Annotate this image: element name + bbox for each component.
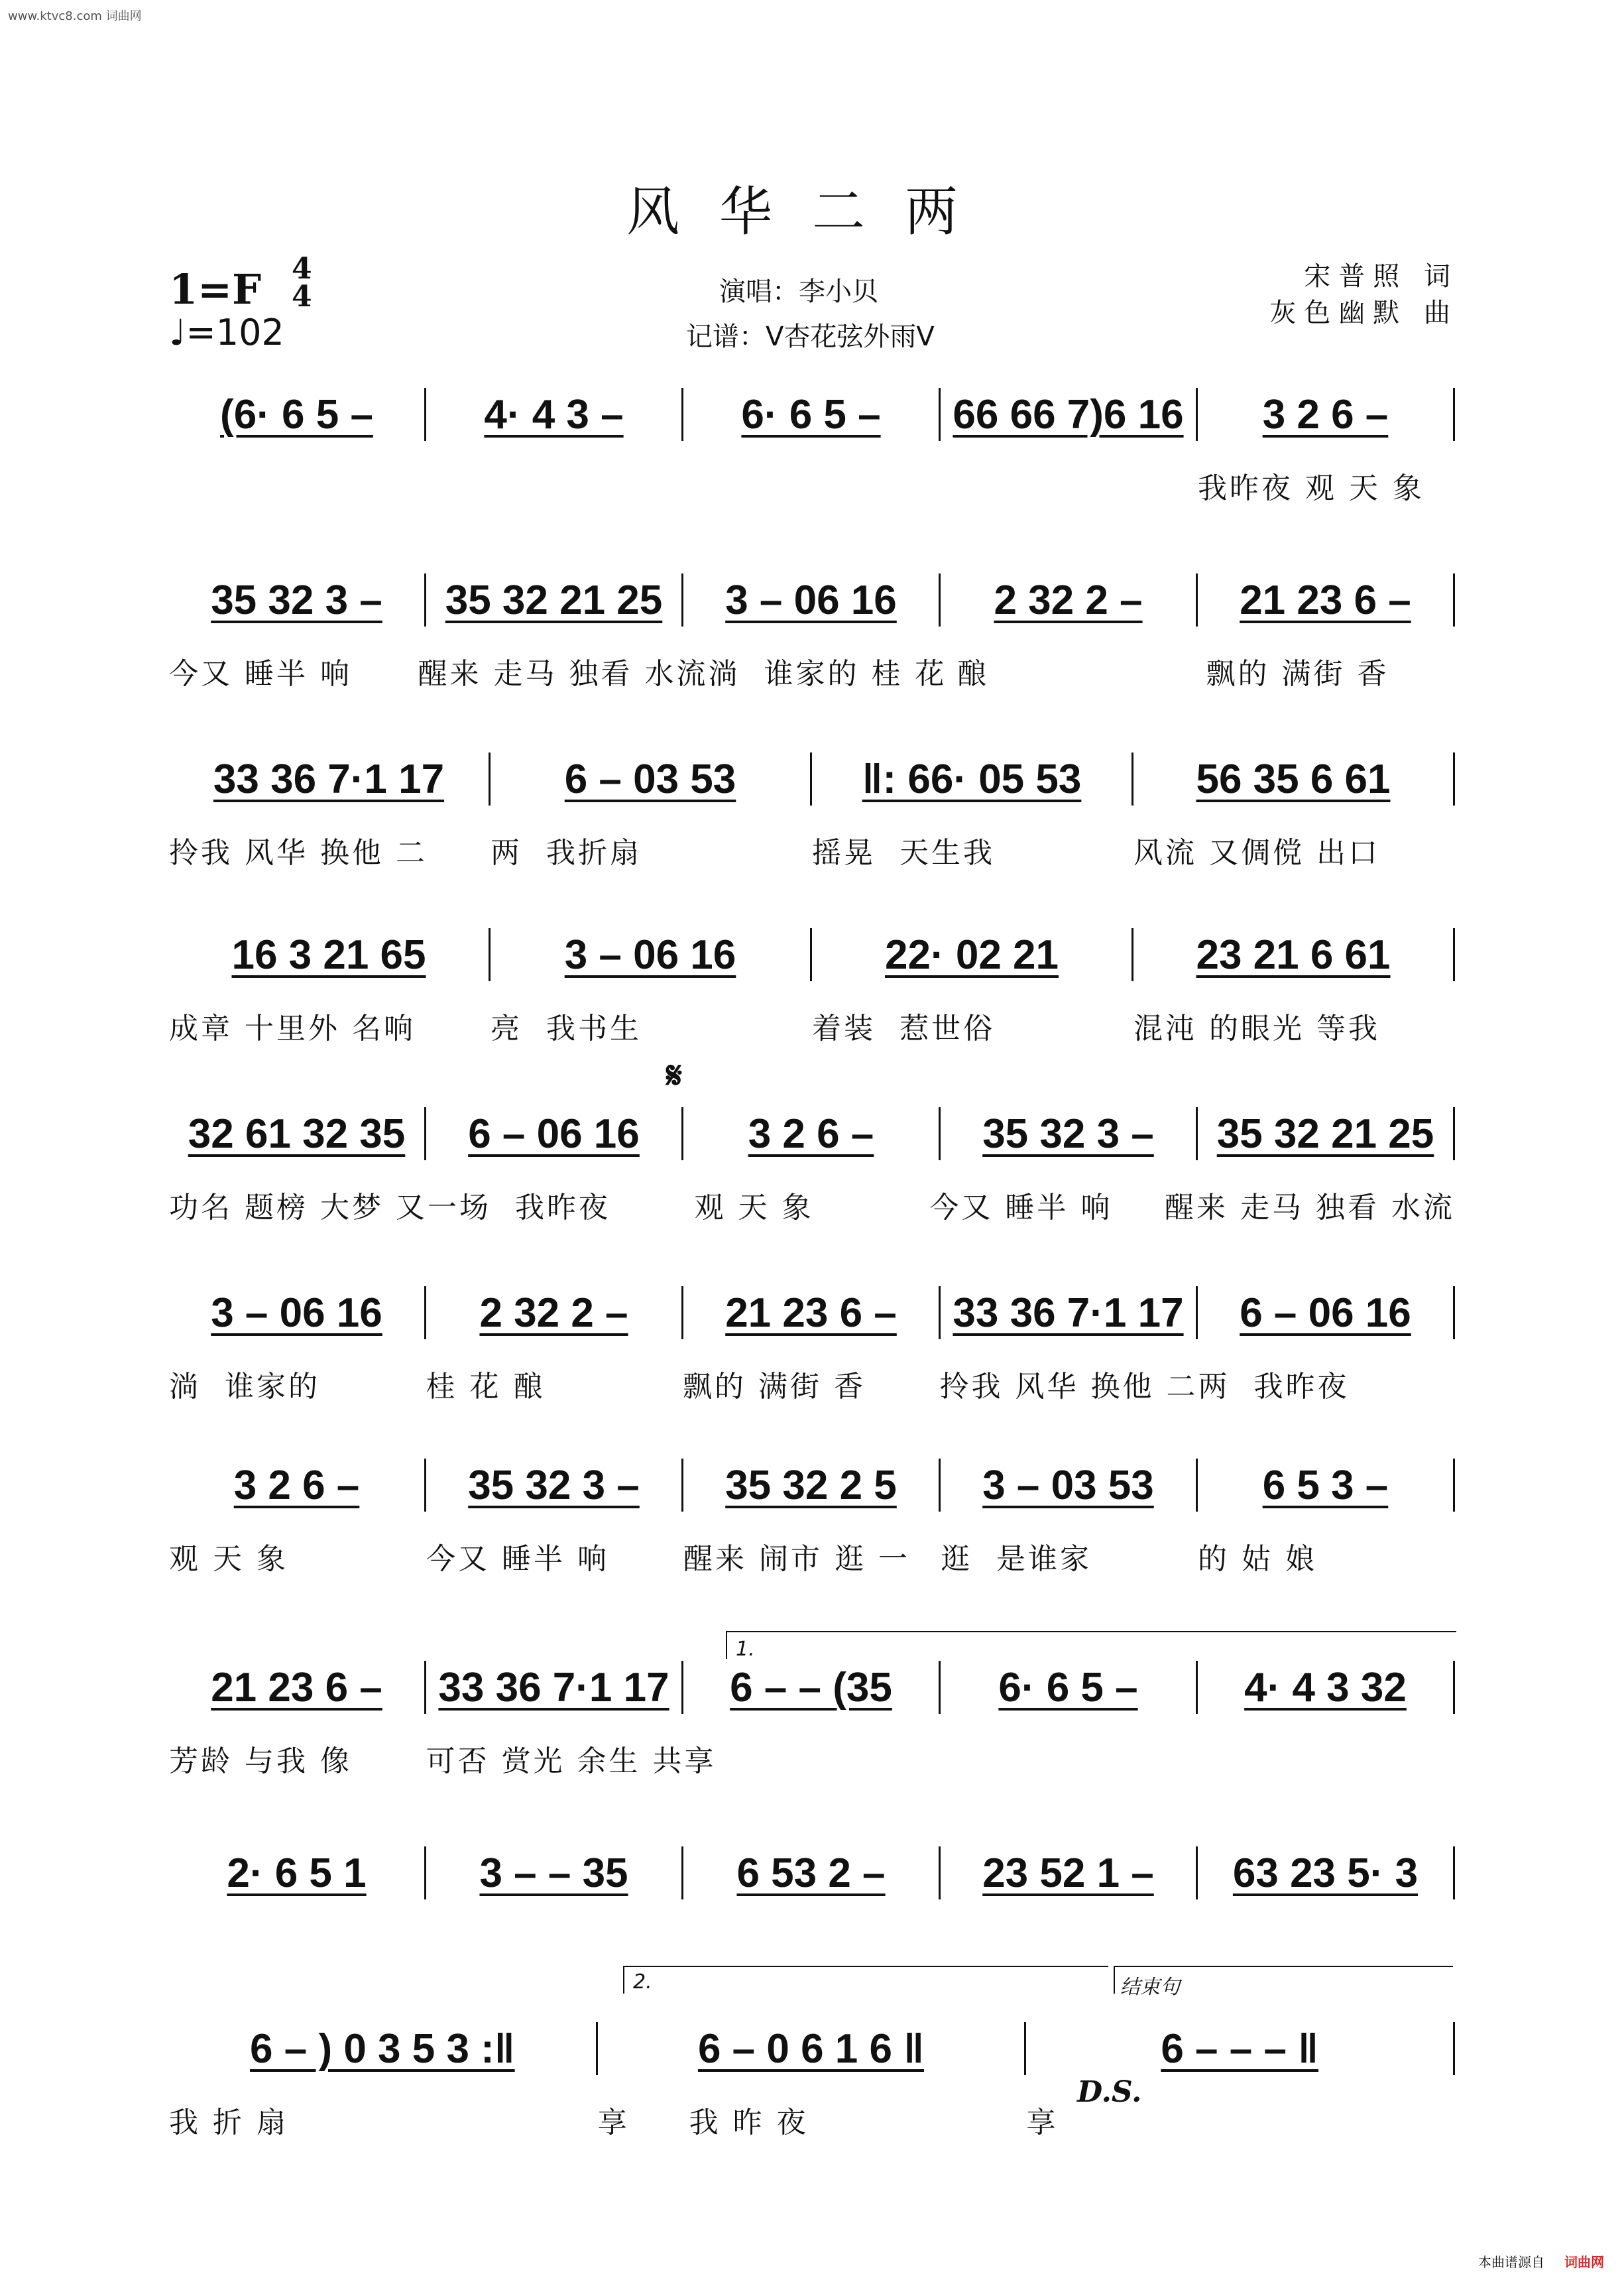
measure xyxy=(1198,1290,1453,1337)
lyric-text: 两 我昨夜 xyxy=(1198,1370,1350,1404)
measure xyxy=(169,1290,424,1337)
measure-notes: 56 35 6 61 xyxy=(1196,756,1391,802)
measure xyxy=(169,1111,424,1158)
measure-notes: 35 32 21 25 xyxy=(445,577,663,623)
measure xyxy=(426,1290,681,1337)
measure xyxy=(169,1462,424,1509)
bar-line xyxy=(1453,388,1455,441)
measure xyxy=(941,1462,1196,1509)
volta-2-label: 2. xyxy=(633,1970,652,1994)
lyric-text: 亮 我书生 xyxy=(491,1012,642,1046)
measure xyxy=(941,1850,1196,1897)
lyric-text: 拎我 风华 换他 二 xyxy=(169,836,428,870)
measure-notes: 6 – 06 16 xyxy=(468,1111,640,1157)
lyric-text: 风流 又倜傥 出口 xyxy=(1133,836,1380,870)
lyric-text: 观 天 象 xyxy=(694,1191,814,1225)
lyric-text: 桂 花 酿 xyxy=(426,1370,546,1404)
measure xyxy=(683,1111,939,1158)
notes-line xyxy=(169,1455,1455,1515)
measure xyxy=(1198,1111,1453,1158)
measure xyxy=(169,1850,424,1897)
measure-notes: 6 – 03 53 xyxy=(564,756,736,802)
lyric-text: 混沌 的眼光 等我 xyxy=(1133,1012,1380,1046)
lyrics-line xyxy=(169,2098,1455,2141)
lyric-text: 飘的 满街 香 xyxy=(683,1370,866,1404)
measure xyxy=(941,1111,1196,1158)
lyrics-line xyxy=(169,464,1455,507)
measure-notes: 6· 6 5 – xyxy=(741,391,881,438)
footer xyxy=(1478,2252,1604,2271)
measure-notes: 3 2 6 – xyxy=(233,1462,360,1508)
measure xyxy=(1198,391,1453,438)
measure xyxy=(1198,577,1453,624)
lyrics-line xyxy=(169,1535,1455,1577)
measure-notes: 3 – 06 16 xyxy=(725,577,897,623)
measure xyxy=(426,1462,681,1509)
bar-line xyxy=(1453,1459,1455,1512)
measure xyxy=(169,1664,424,1711)
measure xyxy=(683,1664,939,1711)
lyric-text: 拎我 风华 换他 二 xyxy=(939,1370,1198,1404)
bar-line xyxy=(1453,752,1455,806)
measure-notes: 2 32 2 – xyxy=(479,1290,628,1336)
notes-line xyxy=(169,570,1455,630)
lyric-text xyxy=(683,464,941,507)
notes-line xyxy=(169,1843,1455,1903)
lyrics-line xyxy=(169,829,1455,871)
measure-notes: 23 52 1 – xyxy=(982,1850,1154,1896)
lyric-text: 享 我 昨 夜 xyxy=(597,2106,809,2139)
lyric-text: 淌 谁家的 xyxy=(169,1370,320,1404)
measure-notes: 33 36 7·1 17 xyxy=(438,1664,669,1711)
lyric-text: 两 我折扇 xyxy=(491,836,642,870)
lyric-text: 飘的 满街 香 xyxy=(1206,657,1389,691)
lyrics-line xyxy=(169,1362,1455,1405)
lyricist-credit: 宋普照 词 xyxy=(1304,261,1458,292)
site-watermark: www.ktvc8.com 词曲网 xyxy=(8,9,142,23)
measure xyxy=(426,1850,681,1897)
lyric-text: 成章 十里外 名响 xyxy=(169,1012,416,1046)
notes-line xyxy=(169,749,1455,809)
footer-source-label: 本曲谱源自 xyxy=(1478,2254,1544,2270)
measure xyxy=(941,1664,1196,1711)
lyrics-line xyxy=(169,1004,1455,1047)
measure-notes: 6 – – (35 xyxy=(730,1664,892,1711)
lyric-text: 可否 赏光 余生 共 xyxy=(426,1744,685,1778)
measure-notes: 4· 4 3 – xyxy=(484,391,624,438)
bar-line xyxy=(1453,928,1455,981)
measure xyxy=(683,1290,939,1337)
measure xyxy=(941,391,1196,438)
measure xyxy=(426,1664,681,1711)
measure-notes: 35 32 21 25 xyxy=(1216,1111,1434,1157)
lyrics-line xyxy=(169,650,1455,692)
measure-notes: 23 21 6 61 xyxy=(1196,932,1391,978)
key-signature: 1=F xyxy=(169,265,262,314)
measure-notes: 2 32 2 – xyxy=(994,577,1143,623)
measure xyxy=(941,577,1196,624)
notes-line xyxy=(169,2019,1455,2078)
lyric-text: 我 折 扇 xyxy=(169,2106,288,2139)
bar-line xyxy=(1453,1107,1455,1160)
measure xyxy=(683,391,939,438)
measure-notes: 21 23 6 – xyxy=(211,1664,382,1711)
measure xyxy=(1198,1850,1453,1897)
lyric-text xyxy=(426,464,683,507)
lyric-text: 我昨夜 观 天 象 xyxy=(1198,471,1424,505)
measure-notes: 6 5 3 – xyxy=(1262,1462,1389,1508)
lyric-text: 今又 睡半 响 xyxy=(929,1191,1113,1225)
measure xyxy=(683,1850,939,1897)
lyric-text: 享 xyxy=(684,1744,717,1778)
lyric-text: 醒来 走马 独看 水流 xyxy=(418,657,709,691)
measure-notes: 3 2 6 – xyxy=(748,1111,874,1157)
measure-notes: ‖: 66· 05 53 xyxy=(862,756,1082,802)
tempo-marking: ♩=102 xyxy=(169,312,284,353)
measure xyxy=(426,577,681,624)
lyric-text: 醒来 闹市 逛 一 xyxy=(683,1542,910,1576)
measure-notes: 16 3 21 65 xyxy=(231,932,426,978)
measure-notes: (6· 6 5 – xyxy=(220,391,373,438)
lyric-text: 醒来 走马 独看 水流 xyxy=(1165,1191,1455,1225)
measure-notes: 3 – 06 16 xyxy=(211,1290,382,1336)
measure xyxy=(169,932,489,979)
measure-notes: 3 – 06 16 xyxy=(564,932,736,978)
measure-notes: 3 – – 35 xyxy=(479,1850,628,1896)
measure xyxy=(1198,1462,1453,1509)
bar-line xyxy=(1453,2022,1455,2075)
measure-notes: 6 – – – ‖ xyxy=(1161,2025,1319,2072)
bar-line xyxy=(1453,1661,1455,1714)
lyric-text: 观 天 象 xyxy=(169,1542,288,1576)
measure-notes: 2· 6 5 1 xyxy=(227,1850,367,1896)
measure-notes: 21 23 6 – xyxy=(1240,577,1411,623)
measure-notes: 35 32 3 – xyxy=(211,577,382,623)
volta-1-bracket xyxy=(726,1631,1456,1659)
composer-credit: 灰色幽默 曲 xyxy=(1269,298,1458,328)
measure-notes: 66 66 7)6 16 xyxy=(953,391,1184,438)
measure-notes: 33 36 7·1 17 xyxy=(213,756,445,802)
time-signature xyxy=(292,252,312,314)
volta-2-bracket xyxy=(623,1966,1108,1994)
measure xyxy=(169,756,489,803)
measure xyxy=(941,1290,1196,1337)
measure xyxy=(1198,1664,1453,1711)
measure-notes: 33 36 7·1 17 xyxy=(953,1290,1184,1336)
singer-credit: 演唱：李小贝 xyxy=(719,276,878,307)
measure-notes: 21 23 6 – xyxy=(725,1290,897,1336)
bar-line xyxy=(1453,1846,1455,1899)
measure xyxy=(1133,932,1453,979)
measure xyxy=(1133,756,1453,803)
bar-line xyxy=(1453,1286,1455,1339)
measure-notes: 4· 4 3 32 xyxy=(1244,1664,1407,1711)
song-title: 风华二两 xyxy=(626,181,998,243)
measure-notes: 3 2 6 – xyxy=(1262,391,1389,438)
lyric-text: 今又 睡半 响 xyxy=(169,657,352,691)
lyric-text xyxy=(941,464,1198,507)
measure-notes: 35 32 3 – xyxy=(982,1111,1154,1157)
notes-line xyxy=(169,1283,1455,1343)
measure-notes: 3 – 03 53 xyxy=(982,1462,1154,1508)
measure-notes: 22· 02 21 xyxy=(885,932,1059,978)
ending-label: 结束句 xyxy=(1120,1976,1180,1999)
lyric-text: 功名 题榜 大梦 又一 xyxy=(169,1191,459,1225)
segno-sign: 𝄋 xyxy=(666,1054,683,1097)
measure-notes: 6 – 0 6 1 6 ‖ xyxy=(697,2025,925,2072)
lyric-text xyxy=(1198,1737,1456,1779)
footer-site-label: 词曲网 xyxy=(1564,2254,1604,2270)
measure xyxy=(683,1462,939,1509)
measure-notes: 6 – ) 0 3 5 3 :‖ xyxy=(250,2025,515,2072)
measure-notes: 6· 6 5 – xyxy=(998,1664,1138,1711)
lyric-text: 今又 睡半 响 xyxy=(426,1542,609,1576)
transcriber-credit: 记谱：V杏花弦外雨V xyxy=(686,322,935,352)
measure-notes: 32 61 32 35 xyxy=(188,1111,406,1157)
measure xyxy=(426,391,681,438)
measure xyxy=(491,932,810,979)
measure-notes: 35 32 3 – xyxy=(468,1462,640,1508)
measure xyxy=(812,932,1131,979)
lyrics-line xyxy=(169,1183,1455,1226)
measure-notes: 6 53 2 – xyxy=(736,1850,886,1896)
measure xyxy=(491,756,810,803)
lyric-text: 逛 是谁家 xyxy=(941,1542,1092,1576)
measure xyxy=(812,756,1131,803)
measure xyxy=(1026,2025,1453,2073)
measure xyxy=(683,577,939,624)
lyric-text: 着装 惹世俗 xyxy=(812,1012,995,1046)
measure-notes: 6 – 06 16 xyxy=(1240,1290,1411,1336)
measure xyxy=(169,391,424,438)
lyric-text: 淌 谁家的 桂 花 xyxy=(708,657,947,691)
measure-notes: 35 32 2 5 xyxy=(725,1462,897,1508)
lyric-text xyxy=(169,464,426,507)
notes-line xyxy=(169,385,1455,444)
time-signature-top: 4 xyxy=(292,252,312,286)
lyric-text: 场 我昨夜 xyxy=(459,1191,610,1225)
measure xyxy=(598,2025,1025,2073)
notes-line xyxy=(169,925,1455,985)
bar-line xyxy=(1453,573,1455,627)
measure-notes: 63 23 5· 3 xyxy=(1232,1850,1419,1896)
notes-line xyxy=(169,1657,1455,1717)
lyrics-line xyxy=(169,1737,1455,1779)
measure xyxy=(169,2025,596,2073)
time-signature-bottom: 4 xyxy=(292,280,312,314)
lyric-text: 芳龄 与我 像 xyxy=(169,1744,352,1778)
lyric-text xyxy=(941,1737,1198,1779)
lyric-text: 的 姑 娘 xyxy=(1198,1542,1317,1576)
lyric-text: 摇晃 天生我 xyxy=(812,836,995,870)
measure xyxy=(169,577,424,624)
ds-marking: D.S. xyxy=(1077,2075,1142,2109)
measure xyxy=(426,1111,681,1158)
notes-line xyxy=(169,1104,1455,1164)
lyric-text: 酿 xyxy=(957,657,989,691)
volta-1-label: 1. xyxy=(736,1638,755,1661)
lyric-text: 享 xyxy=(1026,2106,1059,2139)
